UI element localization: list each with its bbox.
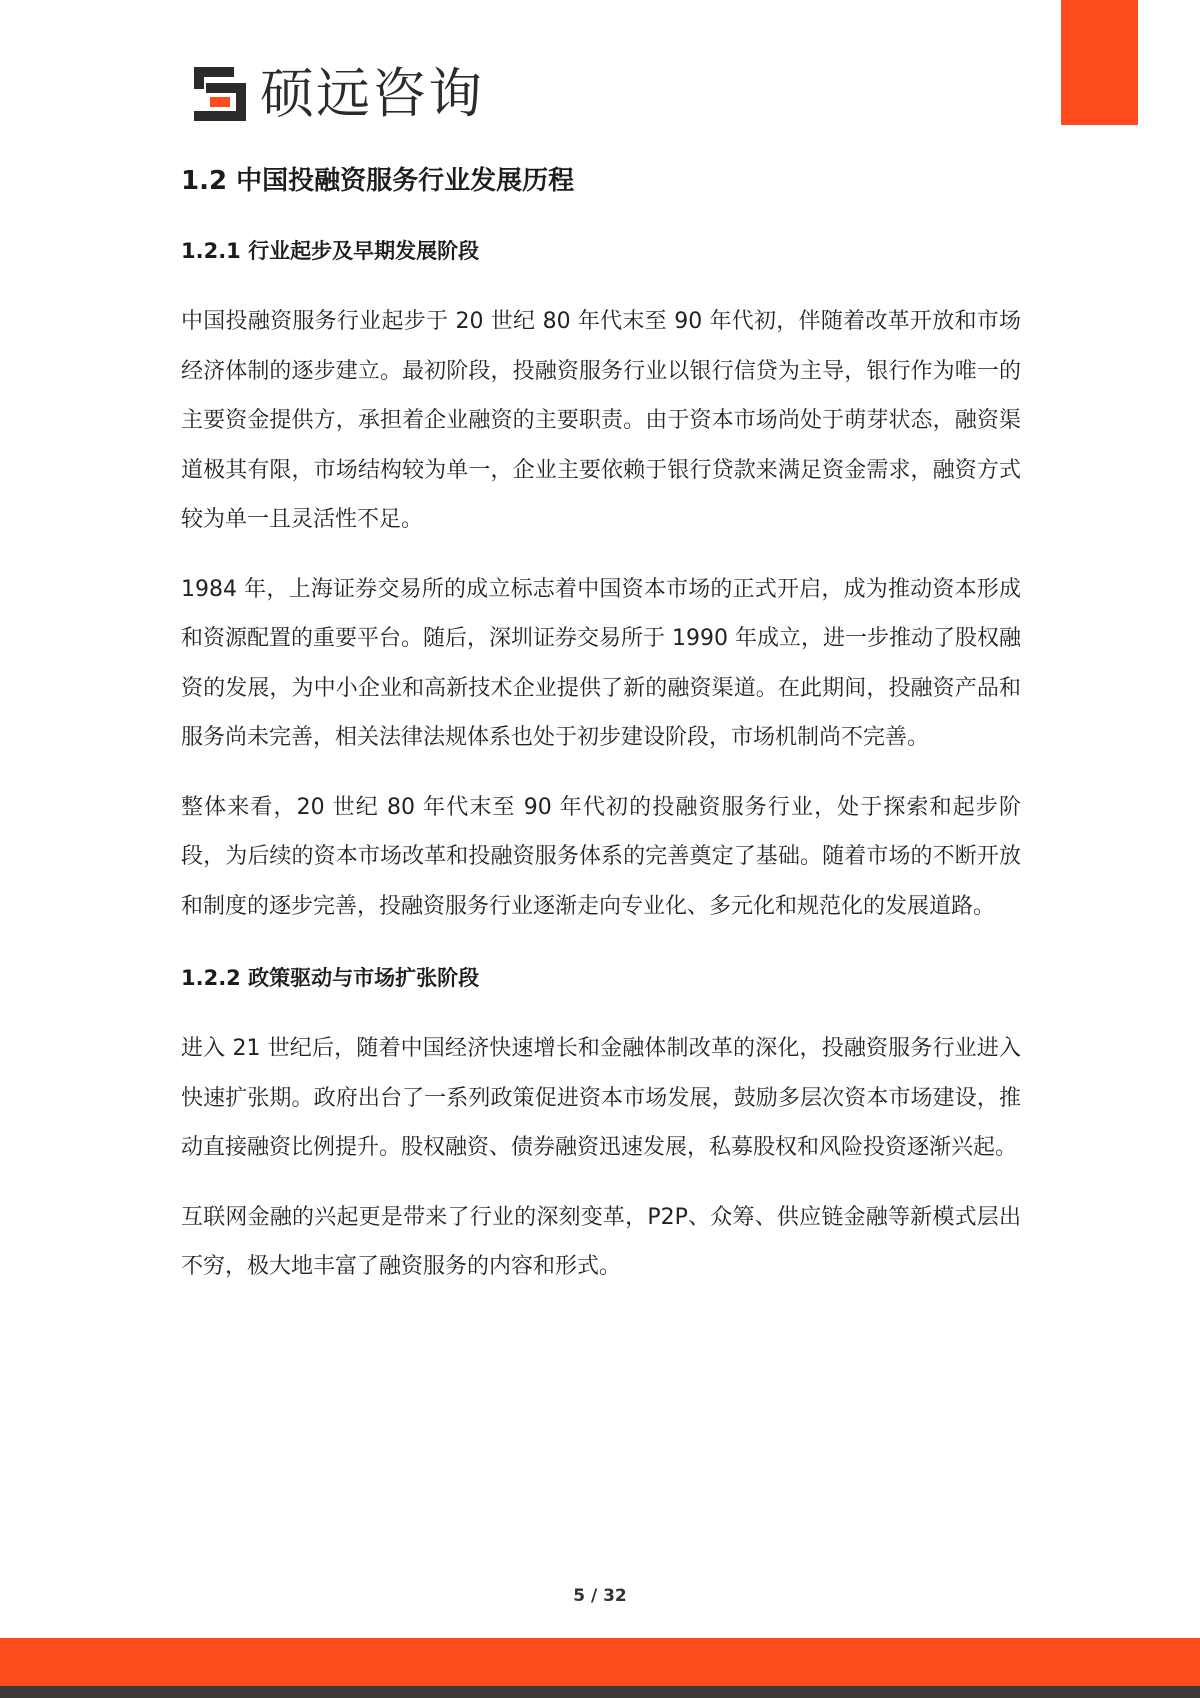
logo-mark-icon (194, 67, 246, 121)
paragraph: 1984 年，上海证券交易所的成立标志着中国资本市场的正式开启，成为推动资本形成和资源配置的重要平台。随后，深圳证券交易所于 1990 年成立，进一步推动了股权融资的发展，为中小企业和高新技术企业提供了新的融资渠道。在此期间，投融资产品和服务尚未完善，相关法律法规体系也处于初步建设阶段，市场机制尚不完善。 (181, 576, 1021, 750)
paragraph: 互联网金融的兴起更是带来了行业的深刻变革，P2P、众筹、供应链金融等新模式层出不穷，极大地丰富了融资服务的内容和形式。 (181, 1204, 1021, 1279)
paragraph: 中国投融资服务行业起步于 20 世纪 80 年代末至 90 年代初，伴随着改革开放和市场经济体制的逐步建立。最初阶段，投融资服务行业以银行信贷为主导，银行作为唯一的主要资金提供方，承担着企业融资的主要职责。由于资本市场尚处于萌芽状态，融资渠道极其有限，市场结构较为单一，企业主要依赖于银行贷款来满足资金需求，融资方式较为单一且灵活性不足。 (181, 309, 1021, 532)
subsection-title: 1.2.1 行业起步及早期发展阶段 (181, 239, 480, 263)
subsection-title: 1.2.2 政策驱动与市场扩张阶段 (181, 966, 480, 990)
footer-accent-bar (0, 1638, 1200, 1686)
document-body (181, 155, 1021, 1292)
page-number: 5 / 32 (573, 1586, 627, 1606)
brand-logo (194, 62, 484, 126)
corner-accent-tab (1061, 0, 1138, 125)
paragraph: 整体来看，20 世纪 80 年代末至 90 年代初的投融资服务行业，处于探索和起步阶段，为后续的资本市场改革和投融资服务体系的完善奠定了基础。随着市场的不断开放和制度的逐步完善，投融资服务行业逐渐走向专业化、多元化和规范化的发展道路。 (181, 794, 1021, 919)
section-title: 1.2 中国投融资服务行业发展历程 (181, 166, 575, 196)
footer-dark-strip (0, 1686, 1200, 1698)
paragraph: 进入 21 世纪后，随着中国经济快速增长和金融体制改革的深化，投融资服务行业进入快速扩张期。政府出台了一系列政策促进资本市场发展，鼓励多层次资本市场建设，推动直接融资比例提升。股权融资、债券融资迅速发展，私募股权和风险投资逐渐兴起。 (181, 1036, 1021, 1160)
logo-text: 硕远咨询 (260, 62, 484, 125)
